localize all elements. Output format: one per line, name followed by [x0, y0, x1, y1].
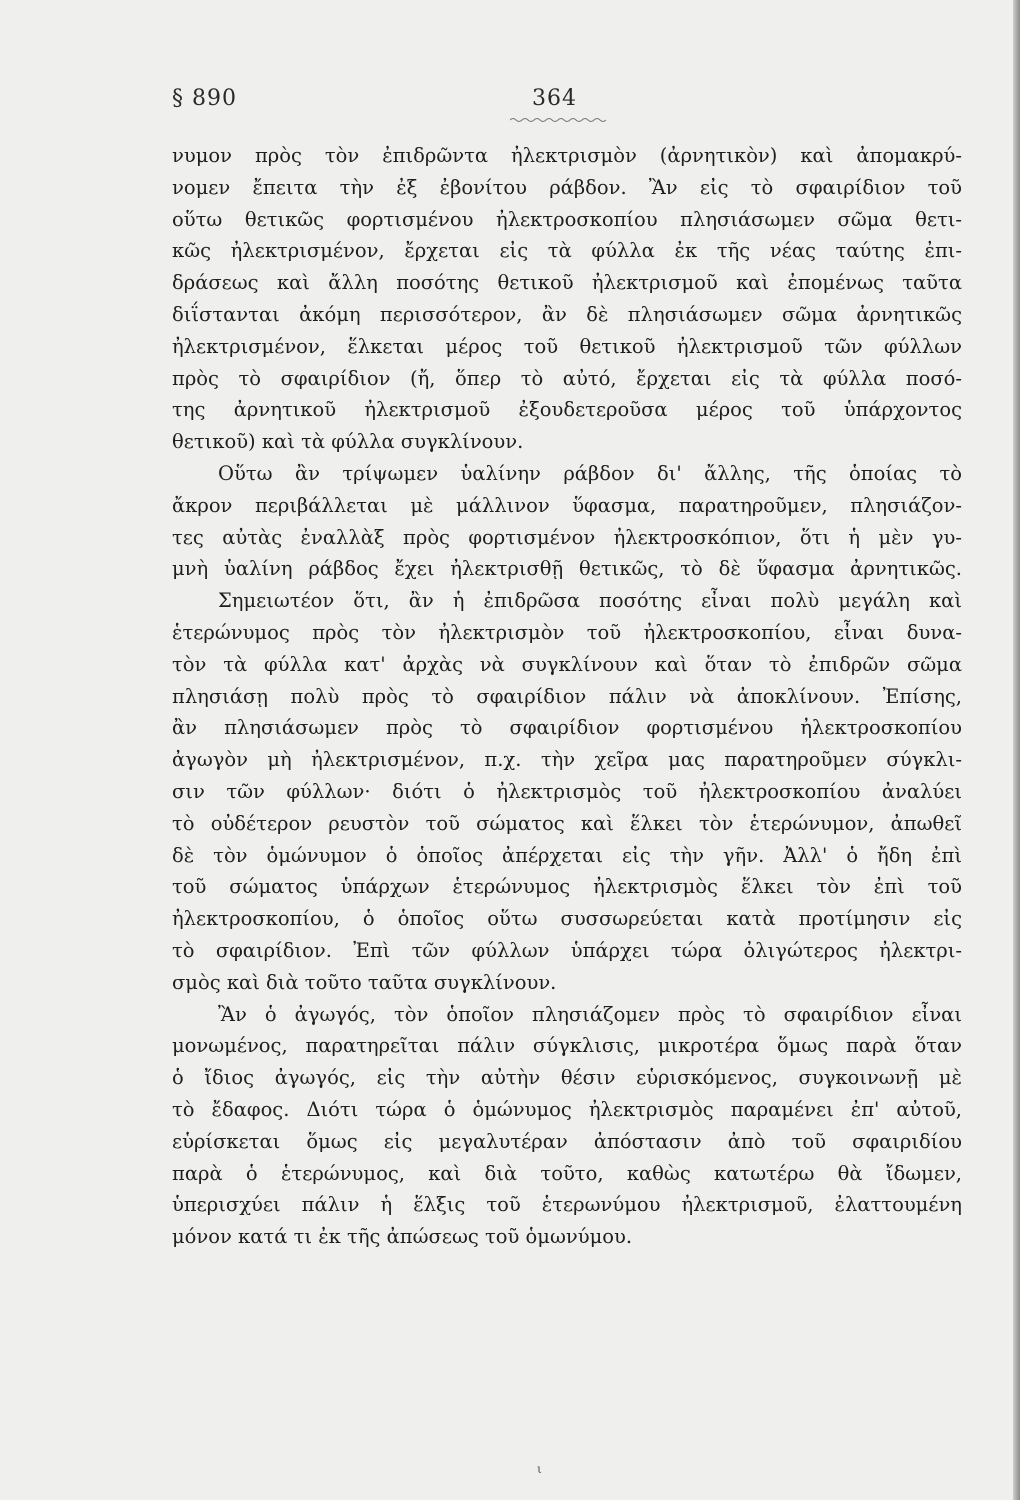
page-header	[172, 86, 962, 126]
text-line: ἑτερώνυμος πρὸς τὸν ἠλεκτρισμὸν τοῦ ἠλεκτροσκοπίου, εἶναι δυνα-	[172, 620, 962, 644]
text-line: νυμον πρὸς τὸν ἐπιδρῶντα ἠλεκτρισμὸν (ἀρνητικὸν) καὶ ἀπομακρύ-	[172, 144, 962, 167]
text-line: τὸ οὐδέτερον ρευστὸν τοῦ σώματος καὶ ἕλκει τὸν ἑτερώνυμον, ἀπωθεῖ	[172, 811, 962, 835]
text-line: δὲ τὸν ὁμώνυμον ὁ ὁποῖος ἀπέρχεται εἰς τὴν γῆν. Ἀλλ' ὁ ἤδη ἐπὶ	[172, 843, 962, 867]
text-line: ἠλεκτροσκοπίου, ὁ ὁποῖος οὕτω συσσωρεύεται κατὰ προτίμησιν εἰς	[172, 907, 962, 931]
text-line: πλησιάσῃ πολὺ πρὸς τὸ σφαιρίδιον πάλιν νὰ ἀποκλίνουν. Ἐπίσης,	[172, 684, 962, 708]
text-line: Οὕτω ἂν τρίψωμεν ὑαλίνην ράβδον δι' ἄλλης, τῆς ὁποίας τὸ	[218, 461, 962, 485]
text-line: εὑρίσκεται ὅμως εἰς μεγαλυτέραν ἀπόστασιν ἀπὸ τοῦ σφαιριδίου	[172, 1129, 962, 1153]
text-line: δράσεως καὶ ἄλλη ποσότης θετικοῦ ἠλεκτρισμοῦ καὶ ἐπομένως ταῦτα	[172, 271, 962, 295]
text-line: Σημειωτέον ὅτι, ἂν ἡ ἐπιδρῶσα ποσότης εἶναι πολὺ μεγάλη καὶ	[218, 589, 962, 613]
text-line: μόνον κατά τι ἐκ τῆς ἀπώσεως τοῦ ὁμωνύμου.	[172, 1225, 633, 1249]
text-line: τὸ σφαιρίδιον. Ἐπὶ τῶν φύλλων ὑπάρχει τώρα ὀλιγώτερος ἠλεκτρι-	[172, 938, 962, 962]
text-line: οὕτω θετικῶς φορτισμένου ἠλεκτροσκοπίου πλησιάσωμεν σῶμα θετι-	[172, 207, 962, 231]
page-number: 364	[532, 86, 577, 111]
footer-mark: ι	[537, 1462, 542, 1476]
page-edge	[1013, 0, 1020, 1500]
text-line: σιν τῶν φύλλων· διότι ὁ ἠλεκτρισμὸς τοῦ ἠλεκτροσκοπίου ἀναλύει	[172, 779, 962, 803]
text-line: τὸ ἔδαφος. Διότι τώρα ὁ ὁμώνυμος ἠλεκτρισμὸς παραμένει ἐπ' αὐτοῦ,	[172, 1097, 962, 1121]
text-line: ὁ ἴδιος ἀγωγός, εἰς τὴν αὐτὴν θέσιν εὑρισκόμενος, συγκοινωνῇ μὲ	[172, 1066, 962, 1090]
text-line: κῶς ἠλεκτρισμένον, ἔρχεται εἰς τὰ φύλλα ἐκ τῆς νέας ταύτης ἐπι-	[172, 239, 962, 263]
text-line: της ἀρνητικοῦ ἠλεκτρισμοῦ ἐξουδετεροῦσα μέρος τοῦ ὑπάρχοντος	[172, 398, 962, 422]
text-line: τὸν τὰ φύλλα κατ' ἀρχὰς νὰ συγκλίνουν καὶ ὅταν τὸ ἐπιδρῶν σῶμα	[172, 652, 962, 676]
text-line: διΐστανται ἀκόμη περισσότερον, ἂν δὲ πλησιάσωμεν σῶμα ἀρνητικῶς	[172, 302, 962, 326]
text-line: ἂν πλησιάσωμεν πρὸς τὸ σφαιρίδιον φορτισμένου ἠλεκτροσκοπίου	[172, 716, 962, 740]
text-line: ὑπερισχύει πάλιν ἡ ἕλξις τοῦ ἑτερωνύμου ἠλεκτρισμοῦ, ἐλαττουμένη	[172, 1193, 962, 1217]
text-line: ἀγωγὸν μὴ ἠλεκτρισμένον, π.χ. τὴν χεῖρα μας παρατηροῦμεν σύγκλι-	[172, 748, 962, 772]
page-body	[172, 140, 962, 1253]
text-line: πρὸς τὸ σφαιρίδιον (ἤ, ὅπερ τὸ αὐτό, ἔρχεται εἰς τὰ φύλλα ποσό-	[172, 366, 962, 390]
text-line: Ἂν ὁ ἀγωγός, τὸν ὁποῖον πλησιάζομεν πρὸς τὸ σφαιρίδιον εἶναι	[218, 1002, 962, 1026]
section-number: § 890	[172, 86, 237, 111]
text-line: ἠλεκτρισμένον, ἕλκεται μέρος τοῦ θετικοῦ ἠλεκτρισμοῦ τῶν φύλλων	[172, 334, 962, 358]
text-line: τοῦ σώματος ὑπάρχων ἑτερώνυμος ἠλεκτρισμὸς ἕλκει τὸν ἐπὶ τοῦ	[172, 875, 962, 899]
text-line: παρὰ ὁ ἑτερώνυμος, καὶ διὰ τοῦτο, καθὼς κατωτέρω θὰ ἴδωμεν,	[172, 1161, 962, 1185]
text-line: τες αὐτὰς ἐναλλὰξ πρὸς φορτισμένον ἠλεκτροσκόπιον, ὅτι ἡ μὲν γυ-	[172, 525, 962, 549]
page-number-underline	[510, 116, 610, 124]
text-line: μονωμένος, παρατηρεῖται πάλιν σύγκλισις, μικροτέρα ὅμως παρὰ ὅταν	[172, 1034, 962, 1058]
text-line: μνὴ ὑαλίνη ράβδος ἔχει ἠλεκτρισθῇ θετικῶς, τὸ δὲ ὕφασμα ἀρνητικῶς.	[172, 557, 962, 581]
text-line: ἄκρον περιβάλλεται μὲ μάλλινον ὕφασμα, παρατηροῦμεν, πλησιάζον-	[172, 493, 962, 517]
text-line: θετικοῦ) καὶ τὰ φύλλα συγκλίνουν.	[172, 430, 524, 454]
text-line: νομεν ἔπειτα τὴν ἐξ ἐβονίτου ράβδον. Ἂν εἰς τὸ σφαιρίδιον τοῦ	[172, 175, 962, 199]
text-line: σμὸς καὶ διὰ τοῦτο ταῦτα συγκλίνουν.	[172, 970, 557, 994]
